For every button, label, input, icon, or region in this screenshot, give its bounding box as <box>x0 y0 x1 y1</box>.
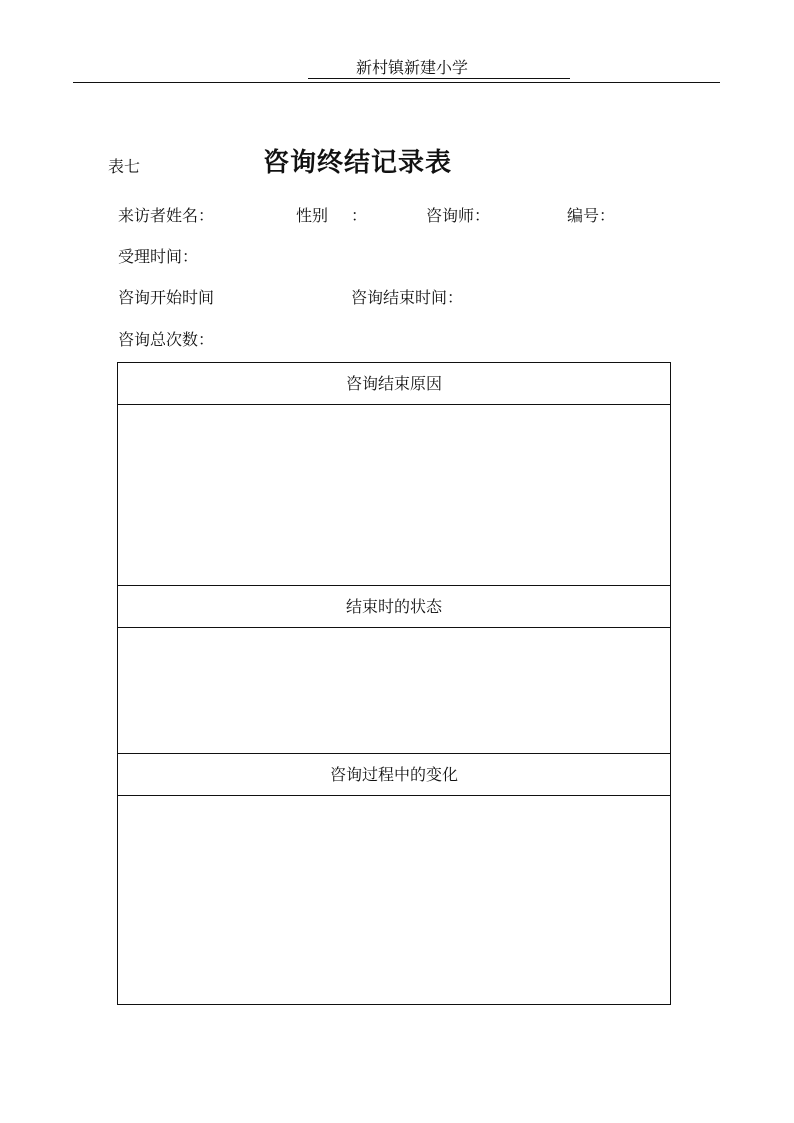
section-heading-process-changes: 咨询过程中的变化 <box>118 754 670 796</box>
form-title: 咨询终结记录表 <box>263 148 453 178</box>
section-body-process-changes[interactable] <box>118 796 670 1004</box>
gender-label: 性别 <box>296 206 329 225</box>
section-heading-end-reason: 咨询结束原因 <box>118 363 670 405</box>
visitor-name-label: 来访者姓名： <box>118 206 215 225</box>
header-rule <box>73 82 720 83</box>
counselor-label: 咨询师： <box>426 206 491 225</box>
page-header-school: 新村镇新建小学 <box>308 58 570 79</box>
section-body-end-state[interactable] <box>118 628 670 754</box>
table-number: 表七 <box>108 157 141 176</box>
total-sessions-label: 咨询总次数： <box>118 330 215 349</box>
section-heading-end-state: 结束时的状态 <box>118 586 670 628</box>
section-body-end-reason[interactable] <box>118 405 670 586</box>
accepted-time-label: 受理时间： <box>118 247 199 266</box>
end-time-label: 咨询结束时间： <box>351 288 464 307</box>
start-time-label: 咨询开始时间 <box>118 288 215 307</box>
number-label: 编号： <box>567 206 616 225</box>
record-sections-table <box>117 362 671 1005</box>
gender-colon: ： <box>351 206 368 225</box>
